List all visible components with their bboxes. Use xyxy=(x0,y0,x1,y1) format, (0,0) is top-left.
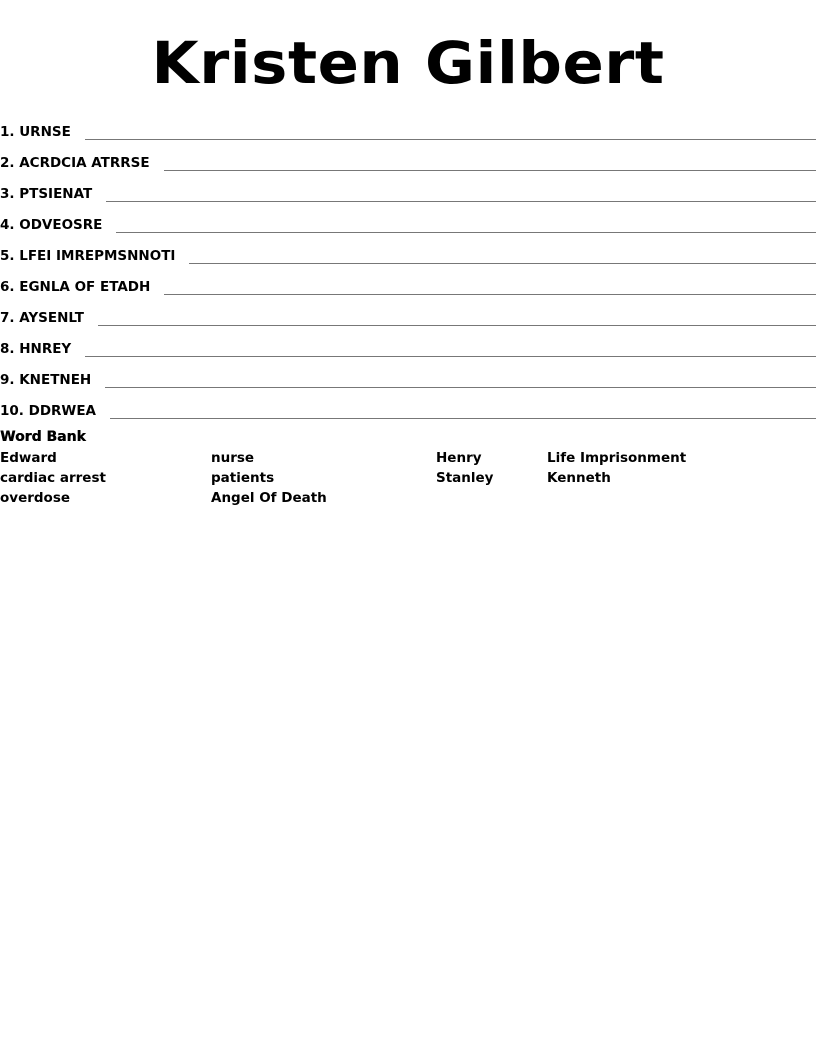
question-label: 3. PTSIENAT xyxy=(0,186,93,202)
question-label: 9. KNETNEH xyxy=(0,372,92,388)
question-row xyxy=(0,359,816,390)
word-bank-title: Word Bank xyxy=(0,429,86,445)
question-label: 8. HNREY xyxy=(0,341,72,357)
answer-line[interactable] xyxy=(98,325,816,326)
question-label: 10. DDRWEA xyxy=(0,403,96,419)
word-bank-item: Stanley xyxy=(436,470,494,486)
answer-line[interactable] xyxy=(116,232,816,233)
word-bank-item: Angel Of Death xyxy=(211,490,327,506)
question-row xyxy=(0,204,816,235)
answer-line[interactable] xyxy=(105,387,816,388)
word-bank-item: cardiac arrest xyxy=(0,470,106,486)
question-label: 1. URNSE xyxy=(0,124,71,140)
question-row xyxy=(0,390,816,421)
question-label: 4. ODVEOSRE xyxy=(0,217,103,233)
question-row xyxy=(0,235,816,266)
question-label: 5. LFEI IMREPMSNNOTI xyxy=(0,248,176,264)
word-bank-item: Henry xyxy=(436,450,482,466)
answer-line[interactable] xyxy=(164,294,816,295)
word-bank-item: patients xyxy=(211,470,275,486)
word-bank-item: overdose xyxy=(0,490,71,506)
word-bank-item: Kenneth xyxy=(547,470,611,486)
question-row xyxy=(0,142,816,173)
question-row xyxy=(0,266,816,297)
answer-line[interactable] xyxy=(110,418,816,419)
scramble-questions xyxy=(0,111,816,421)
word-bank-item: Life Imprisonment xyxy=(547,450,687,466)
worksheet-title: Kristen Gilbert xyxy=(151,29,665,97)
question-row xyxy=(0,173,816,204)
word-bank xyxy=(0,428,816,511)
question-label: 6. EGNLA OF ETADH xyxy=(0,279,151,295)
answer-line[interactable] xyxy=(189,263,816,264)
answer-line[interactable] xyxy=(106,201,816,202)
answer-line[interactable] xyxy=(85,139,816,140)
question-row xyxy=(0,111,816,142)
answer-line[interactable] xyxy=(164,170,816,171)
answer-line[interactable] xyxy=(85,356,816,357)
question-row xyxy=(0,297,816,328)
question-label: 7. AYSENLT xyxy=(0,310,84,326)
word-bank-grid xyxy=(0,449,816,511)
question-label: 2. ACRDCIA ATRRSE xyxy=(0,155,150,171)
word-bank-item: nurse xyxy=(211,450,255,466)
question-row xyxy=(0,328,816,359)
word-bank-item: Edward xyxy=(0,450,57,466)
